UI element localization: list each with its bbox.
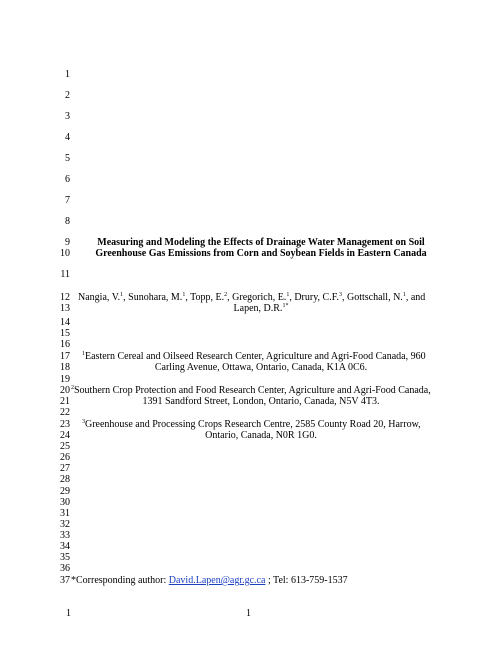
line-number: 22	[60, 407, 70, 418]
line-number: 14	[60, 317, 70, 328]
line-number: 10	[60, 248, 70, 259]
line-number: 26	[60, 452, 70, 463]
affiliation-marker: 2	[224, 292, 228, 298]
author-name: Nangia, V.	[78, 292, 121, 303]
line-number: 6	[65, 174, 70, 185]
author-name: Lapen, D.R.	[233, 303, 283, 314]
line-number: 19	[60, 374, 70, 385]
author-name: , Topp, E.	[185, 292, 225, 303]
line-number: 32	[60, 519, 70, 530]
line-number: 30	[60, 497, 70, 508]
footer-line-number: 1	[66, 608, 71, 619]
affiliation-text: Southern Crop Protection and Food Research Center, Agriculture and Agri-Food Canada,	[74, 385, 431, 396]
line-number: 21	[60, 396, 70, 407]
line-number: 18	[60, 362, 70, 373]
affiliation-marker: 3	[82, 419, 85, 425]
line-number: 1	[65, 69, 70, 80]
line-number: 35	[60, 552, 70, 563]
email-link[interactable]: David.Lapen@agr.gc.ca	[168, 575, 266, 586]
line-number: 13	[60, 303, 70, 314]
line-number: 5	[65, 153, 70, 164]
author-name: , Drury, C.F.	[289, 292, 339, 303]
affiliation-marker: 1	[182, 292, 186, 298]
line-number: 2	[65, 90, 70, 101]
line-number: 28	[60, 474, 70, 485]
affiliation-marker: 1	[402, 292, 406, 298]
line-number: 31	[60, 508, 70, 519]
affiliation-marker: 1*	[282, 303, 289, 309]
line-number: 8	[65, 216, 70, 227]
author-list-line-2	[78, 303, 444, 316]
author-name: , Sunohara, M.	[123, 292, 183, 303]
line-number: 16	[60, 339, 70, 350]
affiliation-1-line-2: Carling Avenue, Ottawa, Ontario, Canada, K1A 0C6.	[154, 362, 368, 373]
line-number: 37	[60, 575, 70, 586]
line-number: 36	[60, 563, 70, 574]
corresponding-author-line	[71, 575, 348, 586]
line-number: 29	[60, 486, 70, 497]
telephone-text: ; Tel: 613-759-1537	[265, 575, 348, 586]
line-number: 17	[60, 351, 70, 362]
line-number: 24	[60, 430, 70, 441]
corresponding-author-label: *Corresponding author:	[71, 575, 169, 586]
line-number: 4	[65, 132, 70, 143]
affiliation-text: Eastern Cereal and Oilseed Research Center, Agriculture and Agri-Food Canada, 960	[85, 351, 426, 362]
affiliation-marker: 3	[338, 292, 342, 298]
paper-title-line-1: Measuring and Modeling the Effects of Drainage Water Management on Soil	[97, 237, 425, 248]
author-name: , and	[405, 292, 426, 303]
line-number: 34	[60, 541, 70, 552]
line-number: 11	[60, 269, 70, 280]
line-number: 23	[60, 419, 70, 430]
paper-title-line-2: Greenhouse Gas Emissions from Corn and Soybean Fields in Eastern Canada	[95, 248, 427, 259]
line-number: 15	[60, 328, 70, 339]
author-name: , Gottschall, N.	[341, 292, 403, 303]
line-number: 7	[65, 195, 70, 206]
affiliation-text: Greenhouse and Processing Crops Research Centre, 2585 County Road 20, Harrow,	[85, 419, 421, 430]
affiliation-marker: 1	[286, 292, 290, 298]
affiliation-marker: 1	[82, 351, 85, 357]
affiliation-3-line-2: Ontario, Canada, N0R 1G0.	[205, 430, 317, 441]
line-number: 33	[60, 530, 70, 541]
line-number: 3	[65, 111, 70, 122]
line-number: 9	[65, 237, 70, 248]
line-number: 12	[60, 292, 70, 303]
line-number: 20	[60, 385, 70, 396]
line-number: 25	[60, 441, 70, 452]
author-name: , Gregorich, E.	[227, 292, 287, 303]
page-number: 1	[246, 608, 251, 619]
affiliation-2-line-2: 1391 Sandford Street, London, Ontario, Canada, N5V 4T3.	[142, 396, 380, 407]
line-number: 27	[60, 463, 70, 474]
affiliation-marker: 1	[120, 292, 124, 298]
affiliation-marker: 2	[71, 385, 74, 391]
